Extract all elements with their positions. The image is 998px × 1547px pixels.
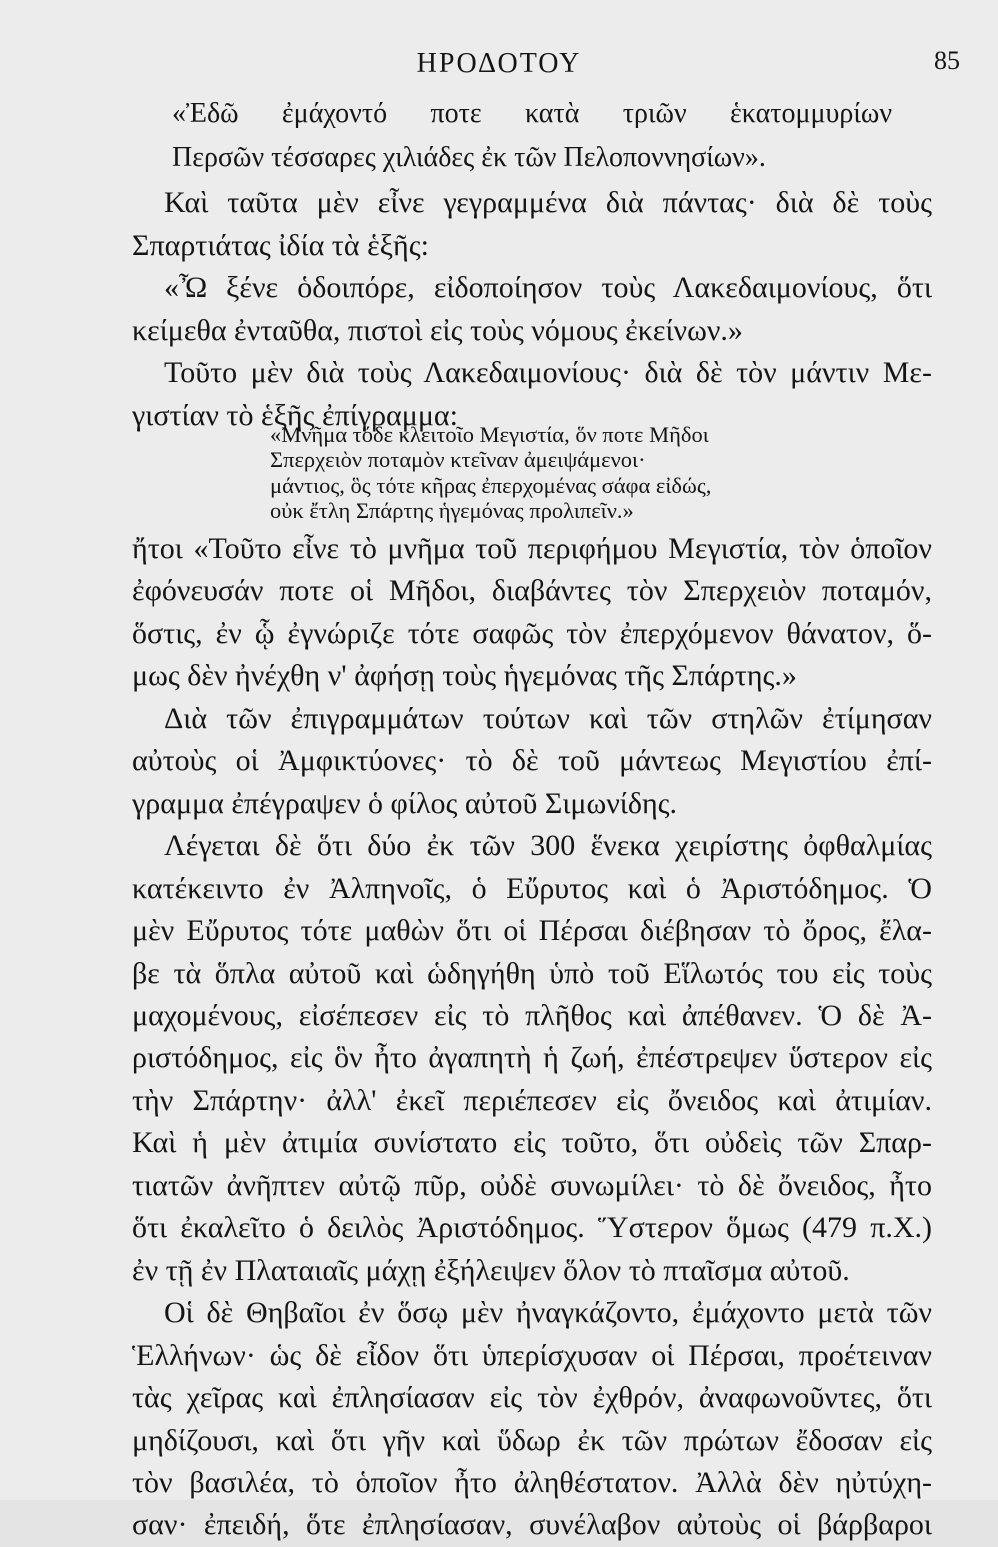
text-line: Ἑλλήνων· ὡς δὲ εἶδον ὅτι ὑπερίσχυσαν οἱ Πέρσαι, προέτειναν: [132, 1338, 932, 1372]
text-line: ἐφόνευσάν ποτε οἱ Μῆδοι, διαβάντες τὸν Σπερχειὸν ποταμόν,: [132, 574, 932, 608]
text-line: μως δὲν ἠνέχθη ν' ἀφήσῃ τοὺς ἡγεμόνας τῆς Σπάρτης.»: [132, 659, 797, 693]
page-header: [0, 46, 998, 86]
text-line: βε τὰ ὅπλα αὐτοῦ καὶ ὡδηγήθη ὑπὸ τοῦ Εἵλωτός του εἰς τοὺς: [132, 956, 932, 990]
text-line: Σπαρτιάτας ἰδία τὰ ἑξῆς:: [132, 228, 429, 262]
text-line: Διὰ τῶν ἐπιγραμμάτων τούτων καὶ τῶν στηλῶν ἐτίμησαν: [164, 701, 932, 735]
text-line: Λέγεται δὲ ὅτι δύο ἐκ τῶν 300 ἕνεκα χειρίστης ὀφθαλμίας: [164, 829, 932, 863]
text-line: μαχομένους, εἰσέπεσεν εἰς τὸ πλῆθος καὶ ἀπέθανεν. Ὁ δὲ Ἀ-: [132, 998, 932, 1032]
paragraph-block-2: [132, 528, 932, 1547]
text-line: τὴν Σπάρτην· ἀλλ' ἐκεῖ περιέπεσεν εἰς ὄνειδος καὶ ἀτιμίαν.: [132, 1083, 932, 1117]
text-line: ριστόδημος, εἰς ὃν ἦτο ἀγαπητὴ ἡ ζωή, ἐπέστρεψεν ὕστερον εἰς: [132, 1041, 932, 1075]
epigram-block: [270, 422, 786, 524]
epigram-line: οὐκ ἔτλη Σπάρτης ἡγεμόνας προλιπεῖν.»: [270, 498, 634, 524]
text-line: σαν· ἐπειδή, ὅτε ἐπλησίασαν, συνέλαβον αὐτοὺς οἱ βάρβαροι: [132, 1508, 932, 1542]
text-line: μηδίζουσι, καὶ ὅτι γῆν καὶ ὕδωρ ἐκ τῶν πρώτων ἔδοσαν εἰς: [132, 1423, 932, 1457]
text-line: Οἱ δὲ Θηβαῖοι ἐν ὅσῳ μὲν ἠναγκάζοντο, ἐμάχοντο μετὰ τῶν: [164, 1296, 932, 1330]
opening-inscription: [172, 92, 892, 180]
text-line: ἤτοι «Τοῦτο εἶνε τὸ μνῆμα τοῦ περιφήμου Μεγιστία, τὸν ὁποῖον: [132, 532, 932, 565]
text-line: ὅτι ἐκαλεῖτο ὁ δειλὸς Ἀριστόδημος. Ὕστερον ὅμως (479 π.Χ.): [132, 1211, 932, 1245]
text-line: Καὶ ἡ μὲν ἀτιμία συνίστατο εἰς τοῦτο, ὅτι οὐδεὶς τῶν Σπαρ-: [132, 1126, 932, 1160]
text-line: κείμεθα ἐνταῦθα, πιστοὶ εἰς τοὺς νόμους ἐκείνων.»: [132, 313, 743, 347]
text-line: μὲν Εὔρυτος τότε μαθὼν ὅτι οἱ Πέρσαι διέβησαν τὸ ὄρος, ἔλα-: [132, 914, 932, 948]
text-line: τιατῶν ἀνῆπτεν αὐτῷ πῦρ, οὐδὲ συνωμίλει· τὸ δὲ ὄνειδος, ἦτο: [132, 1168, 932, 1202]
text-line: τὰς χεῖρας καὶ ἐπλησίασαν εἰς τὸν ἐχθρόν, ἀναφωνοῦντες, ὅτι: [132, 1381, 932, 1415]
paragraph-block-1: [132, 182, 932, 438]
epigram-line: μάντιος, ὃς τότε κῆρας ἐπερχομένας σάφα εἰδώς,: [270, 472, 712, 498]
text-line: ὅστις, ἐν ᾧ ἐγνώριζε τότε σαφῶς τὸν ἐπερχόμενον θάνατον, ὅ-: [132, 616, 932, 650]
text-line: ἐν τῇ ἐν Πλαταιαῖς μάχῃ ἐξήλειψεν ὅλον τὸ πταῖσμα αὐτοῦ.: [132, 1253, 850, 1287]
epigram-line: Σπερχειὸν ποταμὸν κτεῖναν ἀμειψάμενοι·: [270, 447, 646, 473]
text-line: Καὶ ταῦτα μὲν εἶνε γεγραμμένα διὰ πάντας· διὰ δὲ τοὺς: [164, 186, 932, 219]
epigram-line: «Μνῆμα τόδε κλειτοῖο Μεγιστία, ὅν ποτε Μῆδοι: [270, 422, 709, 447]
text-line: τὸν βασιλέα, τὸ ὁποῖον ἦτο ἀληθέστατον. Ἀλλὰ δὲν ηὐτύχη-: [132, 1465, 932, 1499]
text-line: «Ἐδῶ ἐμάχοντό ποτε κατὰ τριῶν ἑκατομμυρίων: [172, 98, 892, 129]
text-line: Τοῦτο μὲν διὰ τοὺς Λακεδαιμονίους· διὰ δὲ τὸν μάντιν Με-: [164, 356, 932, 390]
text-line: Περσῶν τέσσαρες χιλιάδες ἐκ τῶν Πελοποννησίων».: [172, 142, 766, 173]
running-title: ΗΡΟΔΟΤΟΥ: [416, 48, 582, 79]
text-line: αὐτοὺς οἱ Ἀμφικτύονες· τὸ δὲ τοῦ μάντεως Μεγιστίου ἐπί-: [132, 744, 932, 778]
text-line: γιστίαν τὸ ἑξῆς ἐπίγραμμα:: [132, 398, 458, 432]
text-line: κατέκειντο ἐν Ἀλπηνοῖς, ὁ Εὔρυτος καὶ ὁ Ἀριστόδημος. Ὁ: [132, 871, 932, 905]
text-line: γραμμα ἐπέγραψεν ὁ φίλος αὐτοῦ Σιμωνίδης.: [132, 786, 678, 820]
page-number: 85: [934, 46, 960, 75]
text-line: «Ὦ ξένε ὁδοιπόρε, εἰδοποίησον τοὺς Λακεδαιμονίους, ὅτι: [164, 271, 932, 305]
